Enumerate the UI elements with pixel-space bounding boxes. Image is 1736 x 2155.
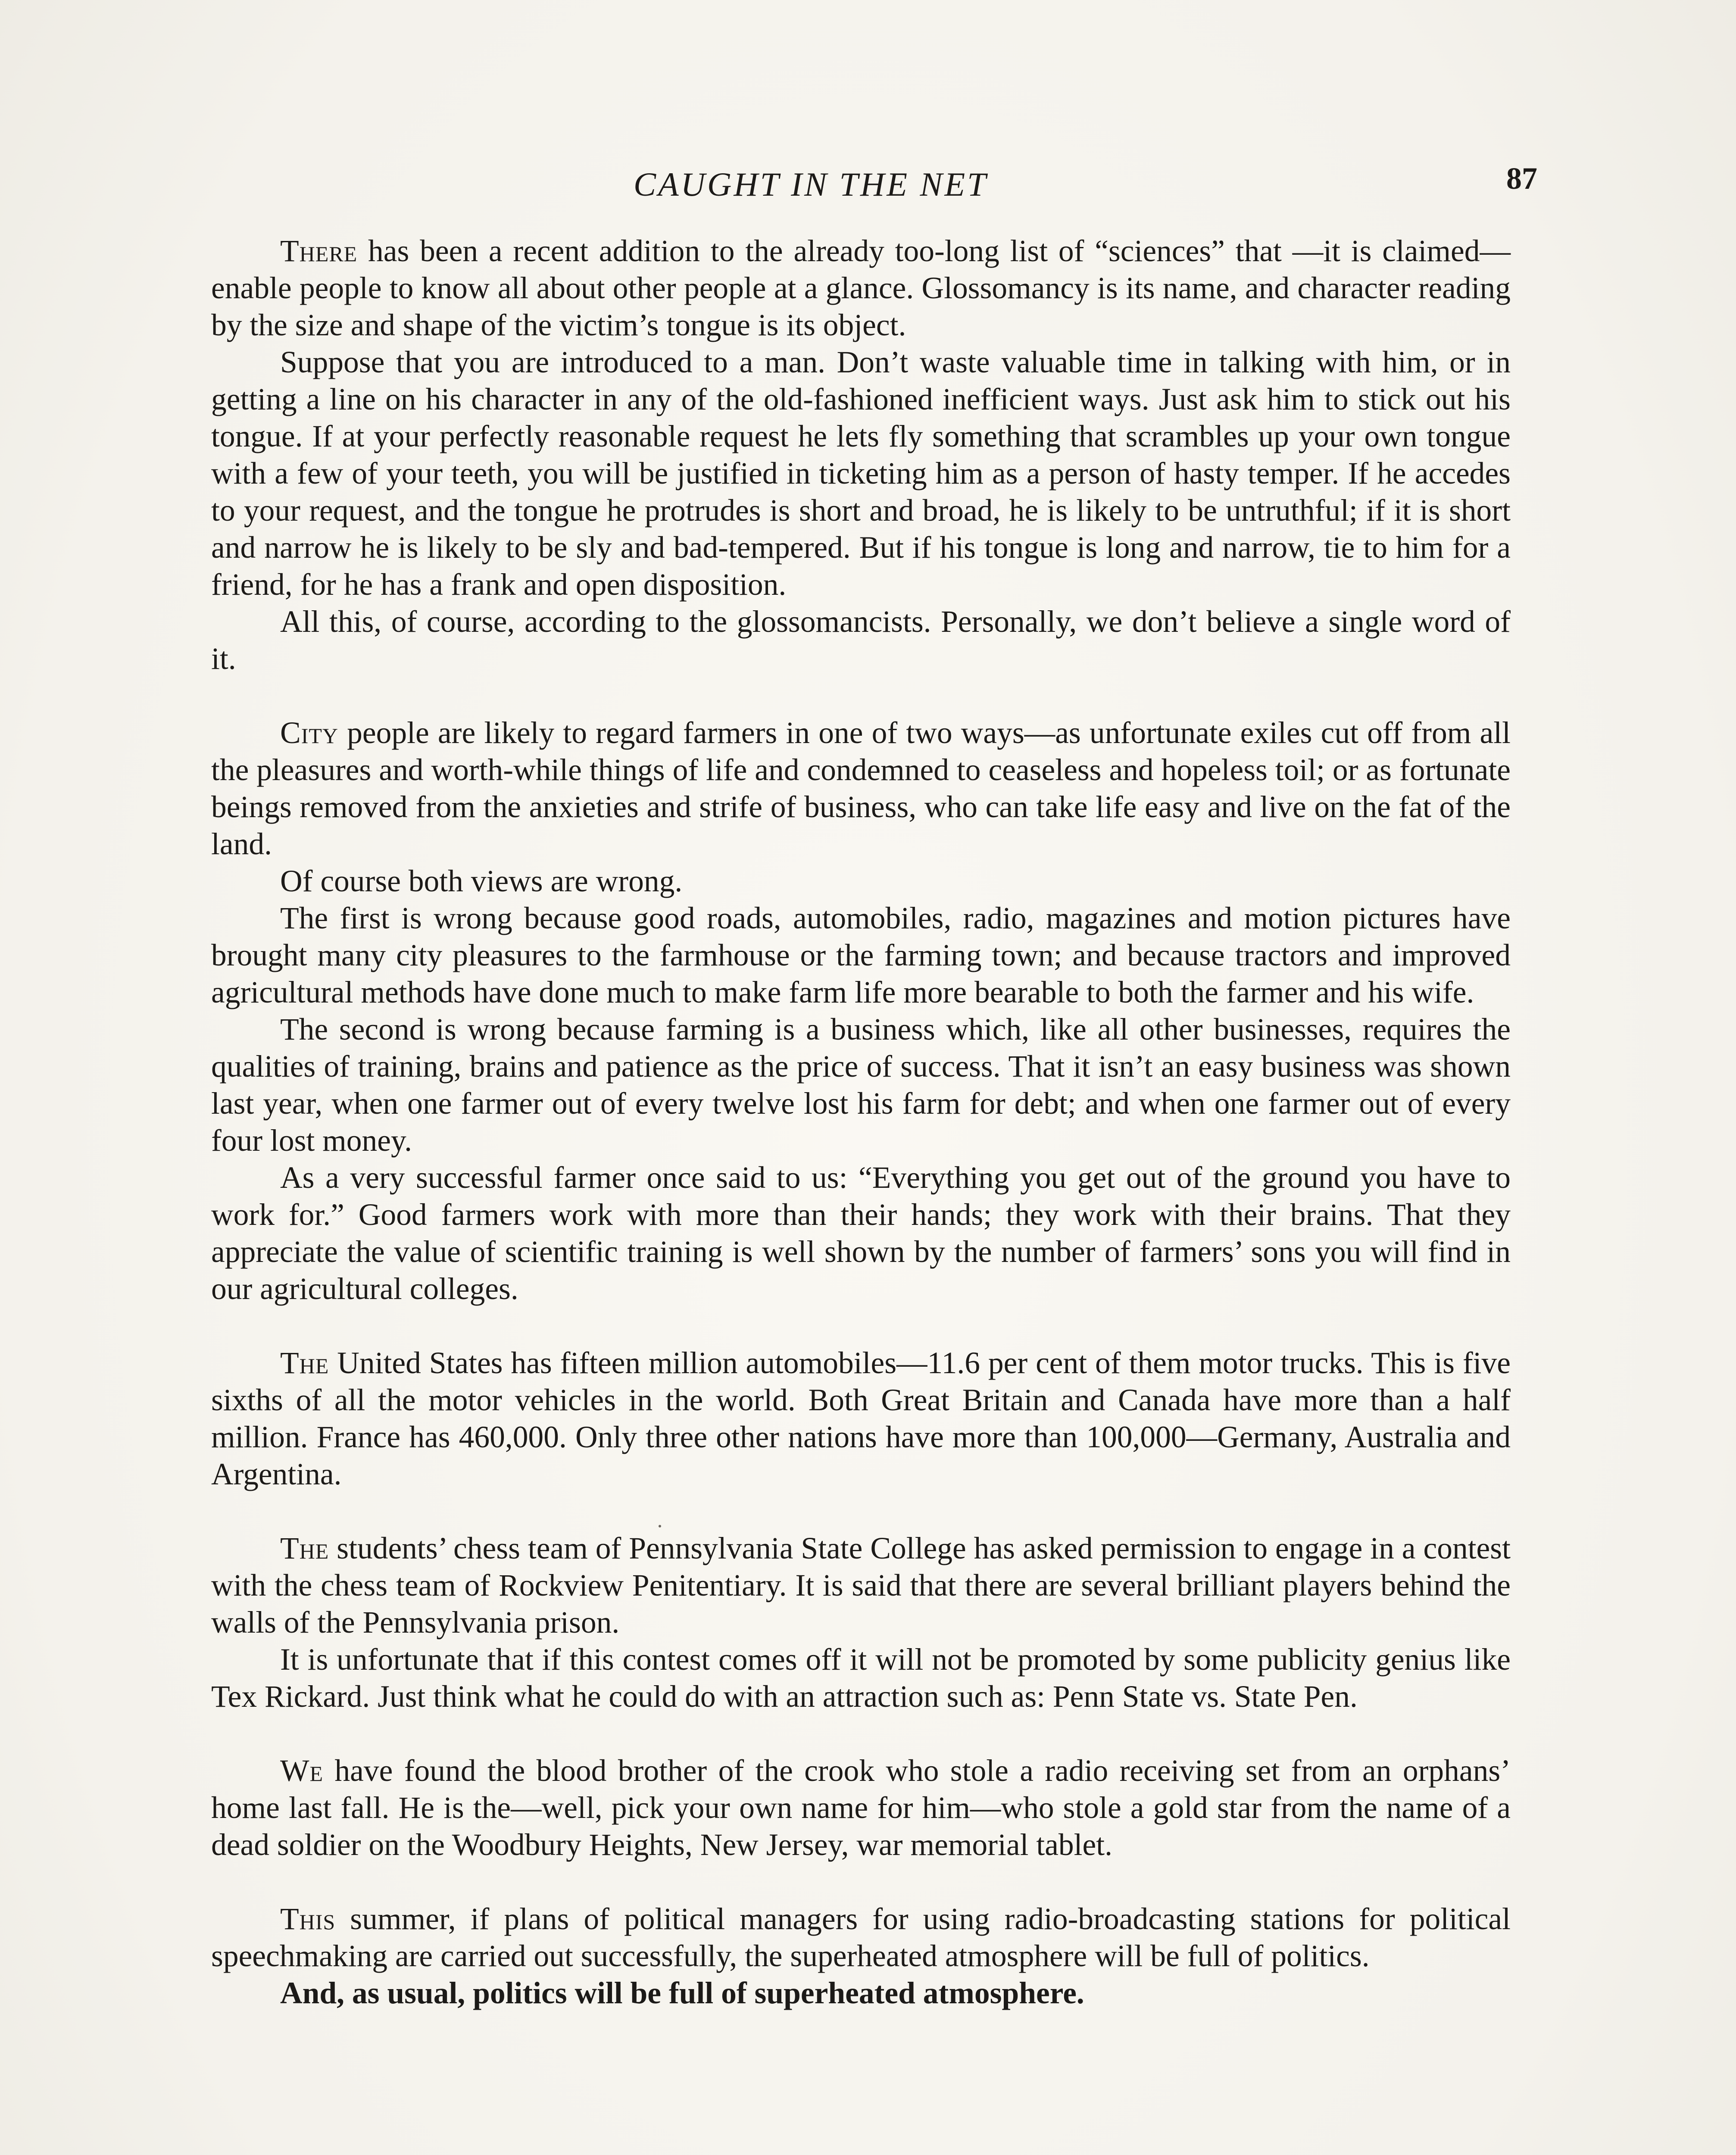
section-automobiles bbox=[211, 1345, 1511, 1493]
section-glossomancy bbox=[211, 233, 1511, 678]
section-chess bbox=[211, 1530, 1511, 1715]
lead-word: This bbox=[280, 1902, 336, 1936]
paragraph bbox=[211, 1752, 1511, 1864]
paragraph-text: people are likely to regard farmers in one of two ways—as unfortunate exiles cut off from all the pleasures and worth-while things of life and condemned to ceaseless and hopeless toil; or as fortunate beings removed from the anxieties and strife of business, who can take life easy and live on the fat of the land. bbox=[211, 716, 1511, 861]
paragraph bbox=[211, 863, 1511, 900]
section-politics bbox=[211, 1901, 1511, 2012]
ink-speck bbox=[659, 1525, 661, 1527]
paragraph bbox=[211, 603, 1511, 678]
editorial-column bbox=[211, 233, 1511, 2049]
paragraph-text: summer, if plans of political managers for using radio-broadcasting stations for political speechmaking are carried out successfully, the superheated atmosphere will be full of politics. bbox=[211, 1902, 1511, 1973]
paragraph-text: And, as usual, politics will be full of superheated atmosphere. bbox=[280, 1976, 1084, 2010]
page-number: 87 bbox=[1506, 161, 1537, 196]
lead-word: We bbox=[280, 1754, 324, 1788]
paragraph bbox=[211, 233, 1511, 344]
paragraph-text: It is unfortunate that if this contest comes off it will not be promoted by some publicity genius like Tex Rickard. Just think what he could do with an attraction such as: Penn State vs. State Pen. bbox=[211, 1643, 1511, 1714]
paragraph bbox=[211, 1901, 1511, 1975]
closing-line bbox=[211, 1975, 1511, 2012]
paragraph bbox=[211, 900, 1511, 1011]
paragraph-text: The first is wrong because good roads, automobiles, radio, magazines and motion pictures have brought many city pleasures to the farmhouse or the farming town; and because tractors and improved agricultural methods have done much to make farm life more bearable to both the farmer and his wife. bbox=[211, 901, 1511, 1009]
paragraph bbox=[211, 1345, 1511, 1493]
paragraph bbox=[211, 715, 1511, 863]
paragraph bbox=[211, 344, 1511, 603]
paragraph-text: As a very successful farmer once said to us: “Everything you get out of the ground you have to work for.” Good farmers work with more than their hands; they work with their brains. That they appreciate the value of scientific training is well shown by the number of farmers’ sons you will find in our agricultural colleges. bbox=[211, 1161, 1511, 1306]
paragraph-text: has been a recent addition to the already too-long list of “sciences” that —it is claimed—enable people to know all about other people at a glance. Glossomancy is its name, and character reading by the size and shape of the victim’s tongue is its object. bbox=[211, 234, 1511, 342]
lead-word: The bbox=[280, 1531, 329, 1565]
lead-word: City bbox=[280, 716, 338, 750]
paragraph bbox=[211, 1641, 1511, 1715]
paragraph-text: All this, of course, according to the glossomancists. Personally, we don’t believe a single word of it. bbox=[211, 605, 1511, 676]
paragraph bbox=[211, 1159, 1511, 1308]
lead-word: There bbox=[280, 234, 358, 268]
paragraph bbox=[211, 1530, 1511, 1641]
running-head bbox=[0, 161, 1736, 217]
paragraph bbox=[211, 1011, 1511, 1159]
paragraph-text: The second is wrong because farming is a business which, like all other businesses, requires the qualities of training, brains and patience as the price of success. That it isn’t an easy business was shown last year, when one farmer out of every twelve lost his farm for debt; and when one farmer out of every four lost money. bbox=[211, 1012, 1511, 1158]
paragraph-text: Of course both views are wrong. bbox=[280, 864, 683, 898]
paragraph-text: students’ chess team of Pennsylvania State College has asked permission to engage in a contest with the chess team of Rockview Penitentiary. It is said that there are several brilliant players behind the walls of the Pennsylvania prison. bbox=[211, 1531, 1511, 1640]
paragraph-text: United States has fifteen million automobiles—11.6 per cent of them motor trucks. This is five sixths of all the motor vehicles in the world. Both Great Britain and Canada have more than a half million. France has 460,000. Only three other nations have more than 100,000—Germany, Australia and Argentina. bbox=[211, 1346, 1511, 1491]
paragraph-text: have found the blood brother of the crook who stole a radio receiving set from an orphans’ home last fall. He is the—well, pick your own name for him—who stole a gold star from the name of a dead soldier on the Woodbury Heights, New Jersey, war memorial tablet. bbox=[211, 1754, 1511, 1862]
section-gold-star bbox=[211, 1752, 1511, 1864]
paragraph-text: Suppose that you are introduced to a man. Don’t waste valuable time in talking with him, or in getting a line on his character in any of the old-fashioned inefficient ways. Just ask him to stick out his tongue. If at your perfectly reasonable request he lets fly something that scrambles up your own tongue with a few of your teeth, you will be justified in ticketing him as a person of hasty temper. If he accedes to your request, and the tongue he protrudes is short and broad, he is likely to be untruthful; if it is short and narrow he is likely to be sly and bad-tempered. But if his tongue is long and narrow, tie to him for a friend, for he has a frank and open disposition. bbox=[211, 345, 1511, 602]
lead-word: The bbox=[280, 1346, 329, 1380]
section-farmers bbox=[211, 715, 1511, 1308]
running-title: CAUGHT IN THE NET bbox=[634, 166, 988, 203]
